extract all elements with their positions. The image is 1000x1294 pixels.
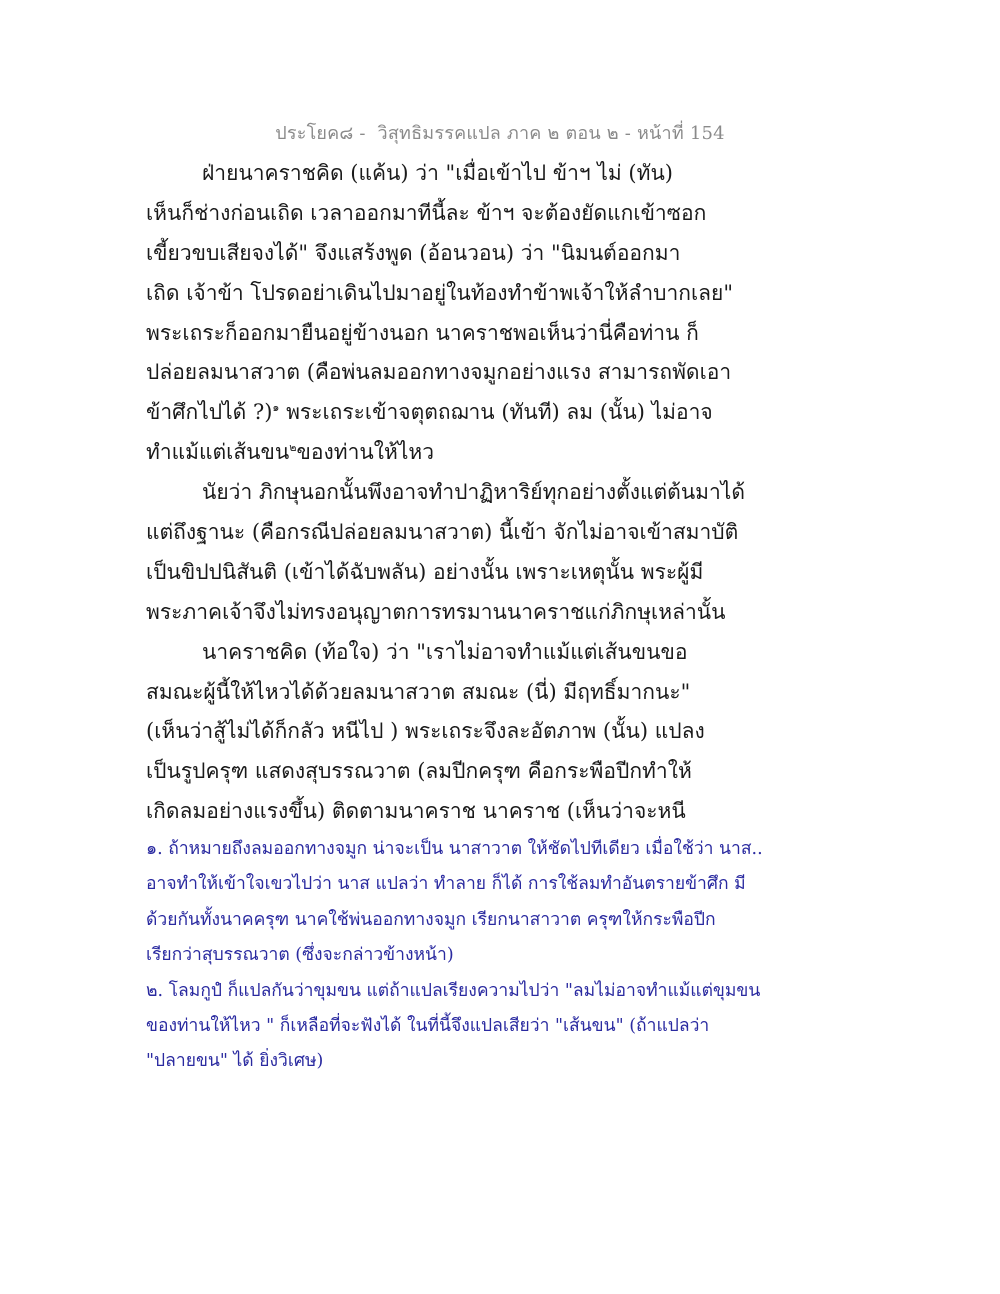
body-line: นาคราชคิด (ท้อใจ) ว่า "เราไม่อาจทำแม้แต่เส้นขนขอ	[202, 639, 688, 664]
footnotes	[146, 832, 766, 1080]
body-line: ข้าศึกไปได้ ?)$^๑$ พระเถระเข้าจตุตถฌาน (ทันที) ลม (นั้น) ไม่อาจ	[146, 400, 713, 425]
footnote-line: ด้วยกันทั้งนาคครุฑ นาคใช้พ่นออกทางจมูก เรียกนาสาวาต ครุฑให้กระพือปีก	[146, 909, 716, 930]
body-line: ทำแม้แต่เส้นขน$^๒$ของท่านให้ไหว	[146, 440, 435, 465]
footnote-ref-1[interactable]: ๑	[272, 401, 280, 415]
body-line: เห็นก็ช่างก่อนเถิด เวลาออกมาทีนี้ละ ข้าฯ จะต้องยัดแกเข้าซอก	[146, 200, 707, 225]
footnote-line: ๑. ถ้าหมายถึงลมออกทางจมูก น่าจะเป็น นาสาวาต ให้ชัดไปทีเดียว เมื่อใช้ว่า นาส..	[146, 839, 763, 859]
body-line: เกิดลมอย่างแรงขึ้น) ติดตามนาคราช นาคราช (เห็นว่าจะหนี	[146, 799, 686, 824]
body-line: เป็นขิปปนิสันติ (เข้าได้ฉับพลัน) อย่างนั้น เพราะเหตุนั้น พระผู้มี	[146, 559, 704, 584]
body-line: ฝ่ายนาคราชคิด (แค้น) ว่า "เมื่อเข้าไป ข้าฯ ไม่ (ทัน)	[202, 161, 674, 185]
body-line: (เห็นว่าสู้ไม่ได้ก็กลัว หนีไป ) พระเถระจึงละอัตภาพ (นั้น) แปลง	[146, 719, 705, 744]
body-line: สมณะผู้นี้ให้ไหวได้ด้วยลมนาสวาต สมณะ (นี่) มีฤทธิ์มากนะ"	[146, 679, 691, 704]
body-line: พระภาคเจ้าจึงไม่ทรงอนุญาตการทรมานนาคราชแก่ภิกษุเหล่านั้น	[146, 599, 726, 624]
body-line: เถิด เจ้าข้า โปรดอย่าเดินไปมาอยู่ในท้องทำข้าพเจ้าให้ลำบากเลย"	[146, 280, 733, 305]
footnote-line: อาจทำให้เข้าใจเขวไปว่า นาส แปลว่า ทำลาย ก็ได้ การใช้ลมทำอันตรายข้าศึก มี	[146, 874, 746, 895]
footnote-line: ๒. โลมกูปํ ก็แปลกันว่าขุมขน แต่ถ้าแปลเรียงความไปว่า "ลมไม่อาจทำแม้แต่ขุมขน	[146, 980, 761, 1001]
body-line: แต่ถึงฐานะ (คือกรณีปล่อยลมนาสวาต) นี้เข้า จักไม่อาจเข้าสมาบัติ	[146, 520, 739, 545]
body-line: เป็นรูปครุฑ แสดงสุบรรณวาต (ลมปีกครุฑ คือกระพือปีกทำให้	[146, 759, 692, 784]
footnote-ref-2[interactable]: ๒	[289, 441, 297, 455]
body-text	[146, 154, 746, 832]
body-line: เขี้ยวขบเสียจงได้" จึงแสร้งพูด (อ้อนวอน) ว่า "นิมนต์ออกมา	[146, 240, 681, 265]
body-line: พระเถระก็ออกมายืนอยู่ข้างนอก นาคราชพอเห็นว่านี่คือท่าน ก็	[146, 320, 699, 345]
page-header	[0, 118, 1000, 147]
body-line: ปล่อยลมนาสวาต (คือพ่นลมออกทางจมูกอย่างแรง สามารถพัดเอา	[146, 360, 732, 385]
footnote-line: "ปลายขน" ได้ ยิ่งวิเศษ)	[146, 1051, 324, 1072]
body-line: นัยว่า ภิกษุนอกนั้นพึงอาจทำปาฏิหาริย์ทุกอย่างตั้งแต่ต้นมาได้	[202, 480, 746, 505]
page-header-text: ประโยค๘ - วิสุทธิมรรคแปล ภาค ๒ ตอน ๒ - หน้าที่ 154	[275, 123, 725, 144]
footnote-line: เรียกว่าสุบรรณวาต (ซึ่งจะกล่าวข้างหน้า)	[146, 945, 454, 966]
footnote-line: ของท่านให้ไหว " ก็เหลือที่จะฟังได้ ในที่นี้จึงแปลเสียว่า "เส้นขน" (ถ้าแปลว่า	[146, 1015, 710, 1036]
